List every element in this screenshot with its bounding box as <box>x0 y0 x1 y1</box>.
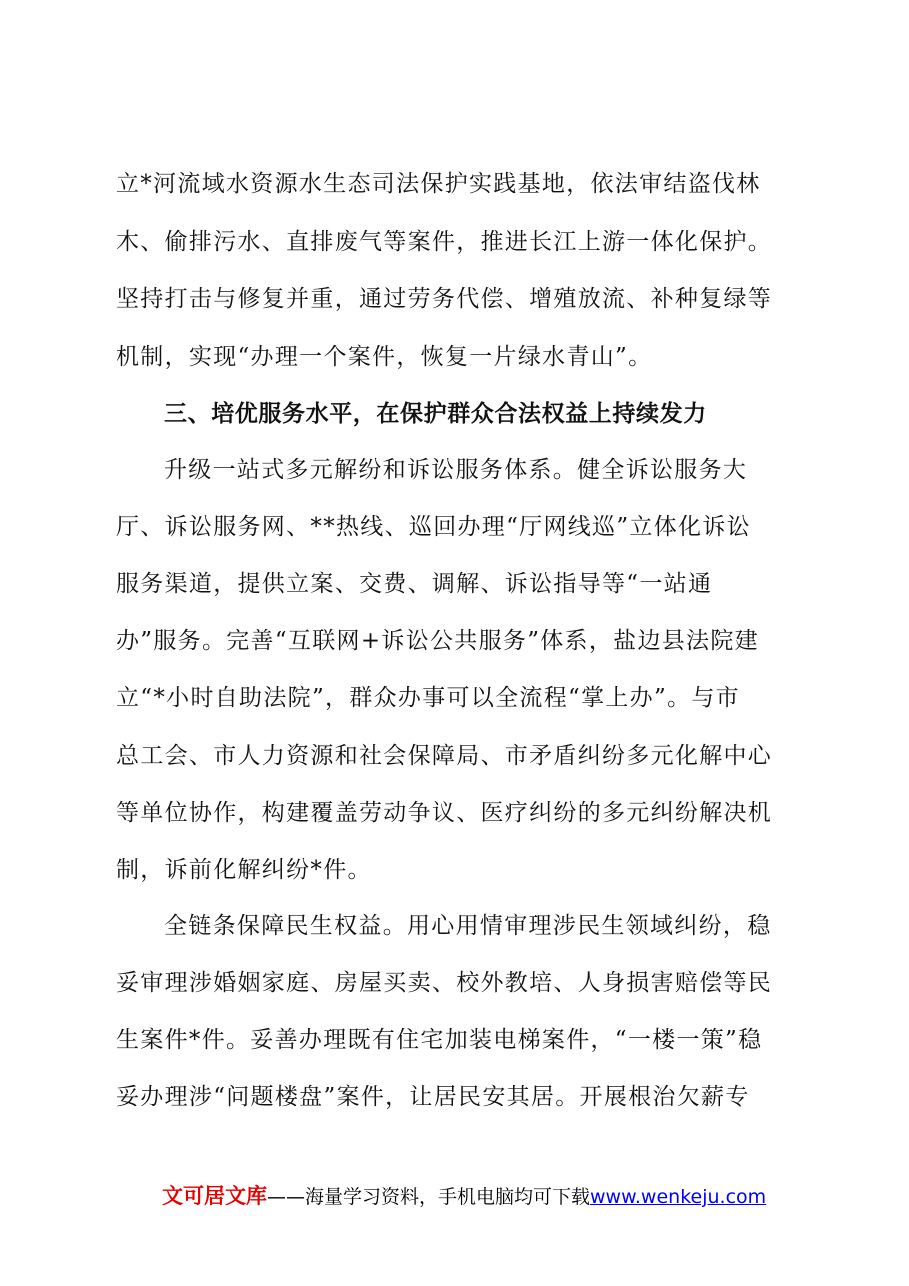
footer-brand: 文可居文库 <box>162 1184 267 1208</box>
body-line: 办”服务。完善“互联网+诉讼公共服务”体系，盐边县法院建 <box>116 628 759 654</box>
body-line: 服务渠道，提供立案、交费、调解、诉讼指导等“一站通 <box>116 571 713 597</box>
footer-banner <box>162 1183 802 1210</box>
body-line: 妥审理涉婚姻家庭、房屋买卖、校外教培、人身损害赔偿等民 <box>116 970 773 996</box>
footer-link[interactable]: www.wenkeju.com <box>590 1186 767 1208</box>
body-line: 生案件*件。妥善办理既有住宅加装电梯案件，“一楼一策”稳 <box>116 1027 763 1053</box>
body-line: 制，诉前化解纠纷*件。 <box>116 857 372 883</box>
section-heading: 三、培优服务水平，在保护群众合法权益上持续发力 <box>164 401 707 427</box>
body-line: 立*河流域水资源水生态司法保护实践基地，依法审结盗伐林 <box>116 171 761 197</box>
body-line: 机制，实现“办理一个案件，恢复一片绿水青山”。 <box>116 344 653 370</box>
body-line: 立“*小时自助法院”，群众办事可以全流程“掌上办”。与市 <box>116 685 740 711</box>
body-line: 妥办理涉“问题楼盘”案件，让居民安其居。开展根治欠薪专 <box>116 1084 750 1110</box>
body-line: 厅、诉讼服务网、**热线、巡回办理“厅网线巡”立体化诉讼 <box>116 514 751 540</box>
body-line: 坚持打击与修复并重，通过劳务代偿、增殖放流、补种复绿等 <box>116 286 773 312</box>
paragraph-first-line: 全链条保障民生权益。用心用情审理涉民生领域纠纷，稳 <box>164 913 772 939</box>
paragraph-first-line: 升级一站式多元解纷和诉讼服务体系。健全诉讼服务大 <box>164 457 748 483</box>
body-line: 等单位协作，构建覆盖劳动争议、医疗纠纷的多元纠纷解决机 <box>116 800 773 826</box>
body-line: 总工会、市人力资源和社会保障局、市矛盾纠纷多元化解中心 <box>116 743 773 769</box>
footer-tagline: ——海量学习资料，手机电脑均可下载 <box>267 1186 591 1208</box>
body-line: 木、偷排污水、直排废气等案件，推进长江上游一体化保护。 <box>116 229 773 255</box>
